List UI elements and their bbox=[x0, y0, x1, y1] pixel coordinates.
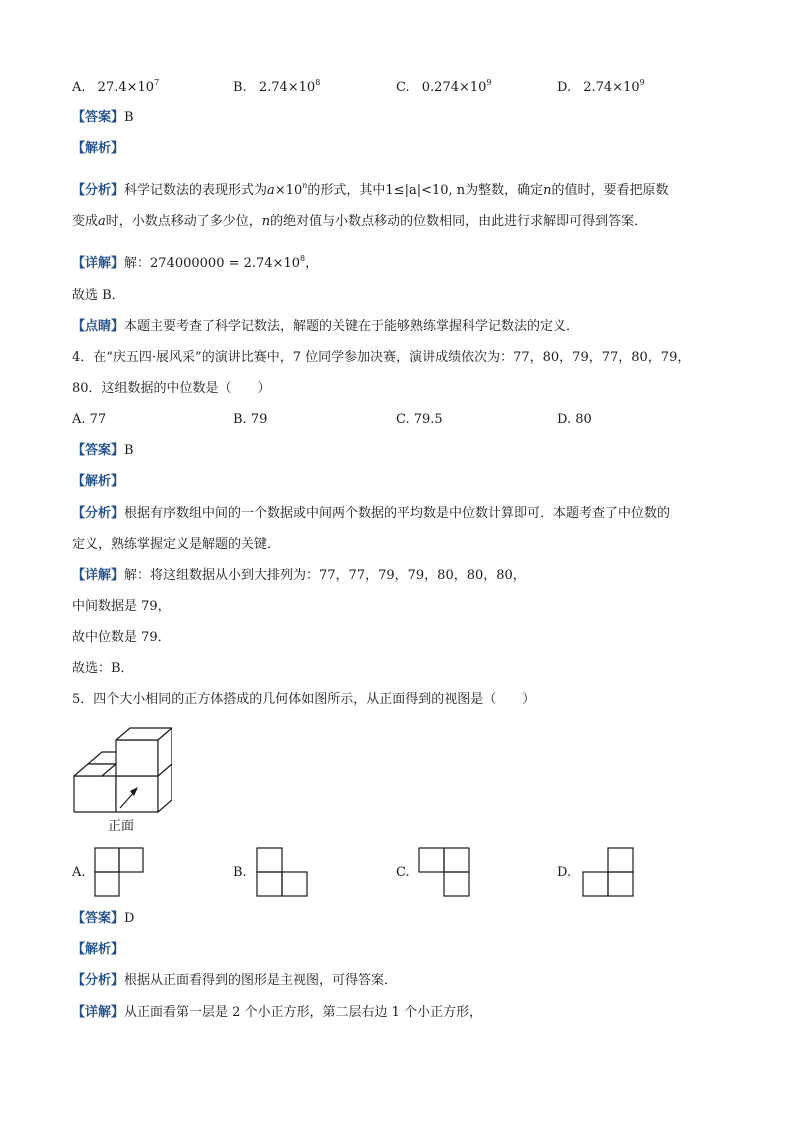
analysis-tag: 【解析】 bbox=[72, 141, 125, 156]
bottom-right-cube-front bbox=[116, 776, 158, 812]
text: 定义，熟练掌握定义是解题的关键． bbox=[72, 537, 281, 552]
option-letter: A. bbox=[72, 80, 86, 95]
text: 的值时，要看把原数 bbox=[551, 183, 669, 198]
q4-fenxi-line-1 bbox=[72, 505, 670, 523]
q5-option-a-letter: A. bbox=[72, 865, 86, 880]
q3-detail bbox=[72, 250, 318, 273]
answer-value: B bbox=[124, 110, 134, 125]
q4-detail-line-2 bbox=[72, 598, 171, 616]
q3-option-b bbox=[233, 74, 320, 97]
fenxi-tag: 【分析】 bbox=[72, 506, 125, 521]
option-letter: C. bbox=[396, 80, 410, 95]
answer-tag: 【答案】 bbox=[72, 911, 125, 926]
option-value: 2.74×10 bbox=[583, 80, 640, 95]
text: 的绝对值与小数点移动的位数相同，由此进行求解即可得到答案． bbox=[270, 214, 648, 229]
top-right-cube-front bbox=[116, 740, 158, 776]
math-a: a bbox=[98, 214, 106, 229]
text: 解：将这组数据从小到大排列为：77，77，79，79，80，80，80， bbox=[124, 568, 526, 583]
q3-option-a bbox=[72, 74, 159, 97]
q4-fenxi-line-2 bbox=[72, 536, 280, 554]
text: ， bbox=[305, 256, 319, 271]
text: 本题主要考查了科学记数法，解题的关键在于能够熟练掌握科学记数法的定义． bbox=[124, 319, 580, 334]
q5-stem bbox=[72, 691, 535, 709]
q3-fenxi-line-1 bbox=[72, 177, 669, 200]
text: 故中位数是 79． bbox=[72, 630, 171, 645]
q5-option-b-view bbox=[256, 847, 308, 897]
math-a: a bbox=[267, 183, 275, 198]
q4-detail-line-3 bbox=[72, 629, 171, 647]
text: 根据有序数组中间的一个数据或中间两个数据的平均数是中位数计算即可．本题考查了中位数的 bbox=[124, 506, 671, 521]
q5-analysis-heading bbox=[72, 941, 124, 959]
q3-conclusion bbox=[72, 287, 125, 305]
math-exponent-n: n bbox=[302, 181, 308, 190]
answer-tag: 【答案】 bbox=[72, 110, 125, 125]
text: 解： bbox=[124, 256, 151, 271]
bottom-left-cube-top bbox=[74, 764, 116, 776]
detail-tag: 【详解】 bbox=[72, 256, 125, 271]
math-n: n bbox=[543, 183, 552, 198]
answer-value: B bbox=[124, 443, 134, 458]
option-exponent: 9 bbox=[639, 78, 645, 87]
q5-option-c-view bbox=[418, 847, 470, 897]
fenxi-tag: 【分析】 bbox=[72, 183, 125, 198]
math-times-ten: ×10 bbox=[274, 183, 303, 198]
q4-option-d: D. 80 bbox=[557, 412, 592, 427]
analysis-tag: 【解析】 bbox=[72, 942, 125, 957]
text: 故选：B． bbox=[72, 661, 134, 676]
q4-detail-line-1 bbox=[72, 567, 526, 585]
option-letter: D. bbox=[557, 80, 572, 95]
q4-stem-line-1 bbox=[72, 349, 690, 367]
option-exponent: 9 bbox=[486, 78, 492, 87]
text: 从正面看第一层是 2 个小正方形，第二层右边 1 个小正方形， bbox=[124, 1005, 483, 1020]
q3-option-d bbox=[557, 74, 645, 97]
q5-fenxi bbox=[72, 972, 397, 990]
q5-option-a-view bbox=[94, 847, 144, 897]
q5-option-c-letter: C. bbox=[396, 865, 410, 880]
text: 中间数据是 79， bbox=[72, 599, 171, 614]
text: 为整数，确定 bbox=[465, 183, 544, 198]
text: 80．这组数据的中位数是（ ） bbox=[72, 381, 271, 396]
dianjing-tag: 【点睛】 bbox=[72, 319, 125, 334]
text: 变成 bbox=[72, 214, 99, 229]
option-letter: B. bbox=[233, 80, 247, 95]
math-expression: 274000000 = 2.74×10 bbox=[150, 256, 301, 271]
q5-detail bbox=[72, 1004, 482, 1022]
q4-detail-line-4 bbox=[72, 660, 134, 678]
cube-solid-figure bbox=[72, 722, 172, 820]
text: 故选 B． bbox=[72, 288, 125, 303]
option-value: 27.4×10 bbox=[97, 80, 155, 95]
answer-tag: 【答案】 bbox=[72, 443, 125, 458]
answer-value: D bbox=[124, 911, 135, 926]
bottom-left-cube-front bbox=[74, 776, 116, 812]
text: 时，小数点移动了多少位， bbox=[105, 214, 262, 229]
text: 科学记数法的表现形式为 bbox=[124, 183, 268, 198]
q3-option-c bbox=[396, 74, 492, 97]
analysis-tag: 【解析】 bbox=[72, 474, 125, 489]
detail-tag: 【详解】 bbox=[72, 1005, 125, 1020]
text: 的形式，其中 bbox=[307, 183, 386, 198]
q4-option-c: C. 79.5 bbox=[396, 412, 443, 427]
q4-option-b: B. 79 bbox=[233, 412, 268, 427]
q5-option-b-letter: B. bbox=[233, 865, 247, 880]
q5-answer bbox=[72, 910, 134, 928]
q4-stem-line-2 bbox=[72, 380, 271, 398]
q5-option-d-letter: D. bbox=[557, 865, 572, 880]
option-value: 2.74×10 bbox=[258, 80, 316, 95]
text: 5．四个大小相同的正方体搭成的几何体如图所示，从正面得到的视图是（ ） bbox=[72, 692, 536, 707]
text: 根据从正面看得到的图形是主视图，可得答案． bbox=[124, 973, 398, 988]
q4-answer bbox=[72, 442, 134, 460]
option-exponent: 7 bbox=[154, 78, 160, 87]
q4-analysis-heading bbox=[72, 473, 124, 491]
q3-answer bbox=[72, 109, 134, 127]
math-condition: 1≤|a|<10, n bbox=[385, 183, 466, 198]
math-n: n bbox=[261, 214, 271, 229]
detail-tag: 【详解】 bbox=[72, 568, 125, 583]
option-exponent: 8 bbox=[315, 78, 321, 87]
q3-analysis-heading bbox=[72, 140, 124, 158]
q5-option-d-view bbox=[582, 847, 634, 897]
q4-option-a: A. 77 bbox=[72, 412, 107, 427]
fenxi-tag: 【分析】 bbox=[72, 973, 125, 988]
front-view-label: 正面 bbox=[108, 819, 135, 834]
q3-fenxi-line-2 bbox=[72, 213, 647, 231]
text: 4．在“庆五四·展风采”的演讲比赛中，7 位同学参加决赛，演讲成绩依次为：77，80，79，77，80，79， bbox=[72, 350, 691, 365]
option-value: 0.274×10 bbox=[421, 80, 487, 95]
math-exponent: 8 bbox=[300, 254, 306, 263]
q3-dianjing bbox=[72, 318, 579, 336]
